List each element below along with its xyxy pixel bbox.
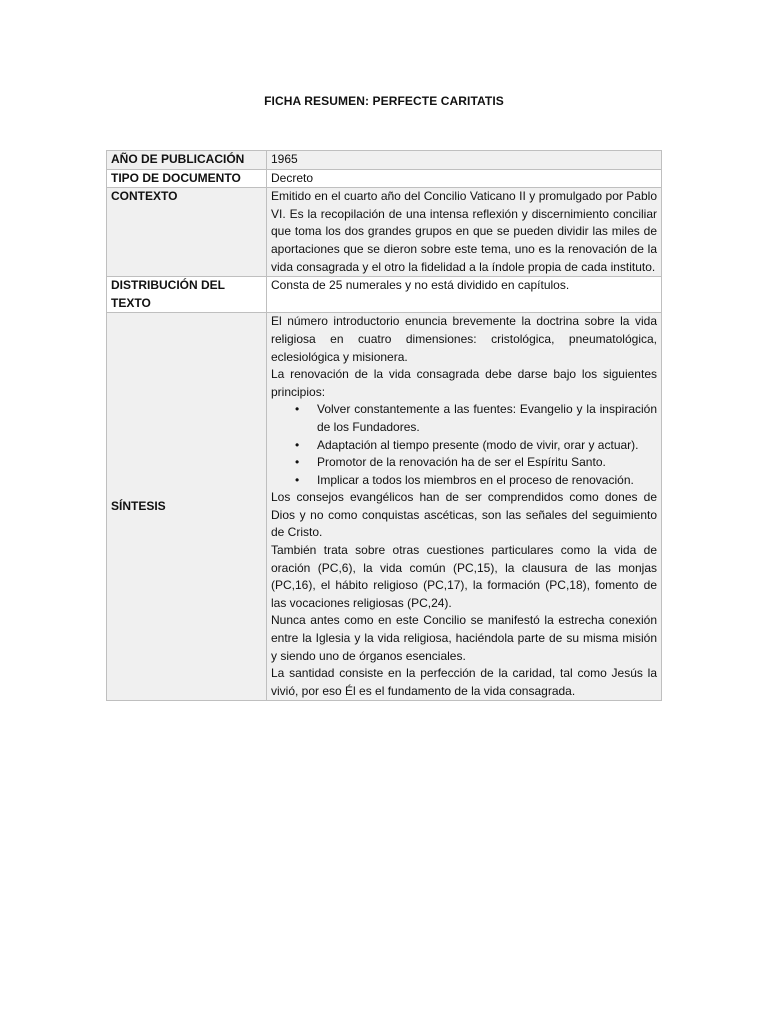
list-item <box>295 401 657 436</box>
row-tipo-documento <box>107 169 662 188</box>
value-tipo-documento: Decreto <box>267 169 662 188</box>
bullet-icon: • <box>295 455 300 470</box>
document-title: FICHA RESUMEN: PERFECTE CARITATIS <box>264 94 504 108</box>
label-distribucion-texto: DISTRIBUCIÓN DEL TEXTO <box>107 277 267 313</box>
principle-text: Implicar a todos los miembros en el proceso de renovación. <box>317 472 634 487</box>
principle-text: Volver constantemente a las fuentes: Evangelio y la inspiración de los Fundadores. <box>317 402 657 434</box>
label-anio-publicacion: AÑO DE PUBLICACIÓN <box>107 151 267 170</box>
sintesis-cuestiones: También trata sobre otras cuestiones particulares como la vida de oración (PC,6), la vida común (PC,15), la clausura de las monjas (PC,16), el hábito religioso (PC,17), la formación (PC,18), fomento de las vocaciones religiosas (PC,24). <box>271 543 657 610</box>
principle-text: Promotor de la renovación ha de ser el Espíritu Santo. <box>317 455 606 470</box>
value-sintesis <box>267 313 662 701</box>
value-anio-publicacion: 1965 <box>267 151 662 170</box>
bullet-icon: • <box>295 437 300 452</box>
bullet-icon: • <box>295 472 300 487</box>
row-anio-publicacion <box>107 151 662 170</box>
label-contexto: CONTEXTO <box>107 188 267 277</box>
value-distribucion-texto: Consta de 25 numerales y no está dividido en capítulos. <box>267 277 662 313</box>
sintesis-principles-intro: La renovación de la vida consagrada debe darse bajo los siguientes principios: <box>271 367 657 399</box>
sintesis-consejos: Los consejos evangélicos han de ser comprendidos como dones de Dios y no como conquistas ascéticas, son las señales del seguimiento de Cristo. <box>271 490 657 540</box>
label-tipo-documento: TIPO DE DOCUMENTO <box>107 169 267 188</box>
bullet-icon: • <box>295 402 300 417</box>
sintesis-santidad: La santidad consiste en la perfección de la caridad, tal como Jesús la vivió, por eso Él es el fundamento de la vida consagrada. <box>271 666 657 698</box>
principles-list <box>271 401 657 489</box>
list-item <box>295 472 657 490</box>
row-contexto <box>107 188 662 277</box>
row-sintesis <box>107 313 662 701</box>
sintesis-conexion: Nunca antes como en este Concilio se manifestó la estrecha conexión entre la Iglesia y la vida religiosa, haciéndola parte de su misma misión y siendo uno de órganos esenciales. <box>271 613 657 663</box>
label-sintesis: SÍNTESIS <box>107 313 267 701</box>
value-contexto: Emitido en el cuarto año del Concilio Vaticano II y promulgado por Pablo VI. Es la recopilación de una intensa reflexión y discernimiento conciliar que toma los dos grandes grupos en que se pueden dividir las miles de aportaciones que se dieron sobre este tema, uno es la renovación de la vida consagrada y el otro la fidelidad a la índole propia de cada instituto. <box>267 188 662 277</box>
row-distribucion-texto <box>107 277 662 313</box>
list-item <box>295 454 657 472</box>
list-item <box>295 437 657 455</box>
principle-text: Adaptación al tiempo presente (modo de vivir, orar y actuar). <box>317 437 639 452</box>
sintesis-intro: El número introductorio enuncia brevemente la doctrina sobre la vida religiosa en cuatro dimensiones: cristológica, pneumatológica, eclesiológica y misionera. <box>271 314 657 364</box>
summary-table <box>106 150 662 701</box>
